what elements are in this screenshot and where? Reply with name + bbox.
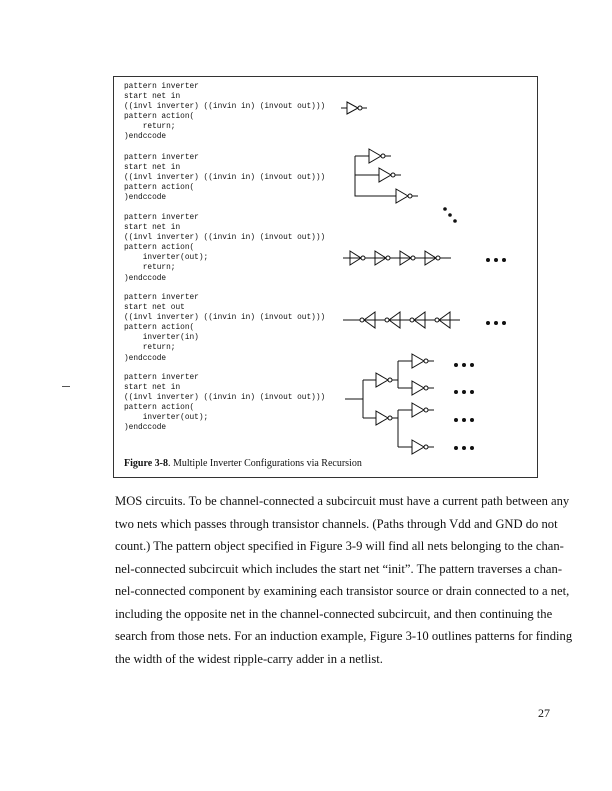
inverter-symbol <box>369 149 391 163</box>
ellipsis-dot <box>502 258 506 262</box>
inverter-symbol <box>396 189 418 203</box>
ellipsis-dot <box>453 219 457 223</box>
figure-caption-text: . Multiple Inverter Configurations via Recursion <box>167 458 362 469</box>
single-inverter-diagram <box>341 102 367 114</box>
code-block-1: pattern inverter start net in ((invl inverter) ((invin in) (invout out))) pattern action( return; )endccode <box>124 83 326 142</box>
code-block-4: pattern inverter start net out ((invl inverter) ((invin in) (invout out))) pattern action( inverter(in) return; )endccode <box>124 294 326 363</box>
body-line: count.) The pattern object specified in Figure 3-9 will find all nets belonging to the chan- <box>115 539 564 553</box>
body-line: including the opposite net in the channel-connected subcircuit, and then continuing the <box>115 606 553 621</box>
inverter-symbol <box>379 168 401 182</box>
ellipsis <box>454 418 474 422</box>
ellipsis-dot <box>486 258 490 262</box>
inverter-symbol <box>341 102 367 114</box>
code-block-2: pattern inverter start net in ((invl inverter) ((invin in) (invout out))) pattern action( )endccode <box>124 154 326 203</box>
inverter-symbol <box>376 411 398 425</box>
fanout-inverter-diagram <box>355 149 457 223</box>
inverter-symbol <box>412 354 434 368</box>
ellipsis-dot <box>494 258 498 262</box>
inverter-symbol <box>412 440 434 454</box>
figure-caption-label: Figure 3-8 <box>124 458 168 469</box>
body-line: nel-connected component by examining each transistor source or drain connected to a net, <box>115 584 570 598</box>
figure-3-8 <box>113 76 538 478</box>
body-line: nel-connected subcircuit which includes the start net “init”. The pattern traverses a chan- <box>115 561 563 576</box>
backward-chain-diagram <box>343 312 506 328</box>
ellipsis-dot <box>502 321 506 325</box>
forward-chain-diagram <box>343 251 506 265</box>
inverter-symbol <box>412 381 434 395</box>
ellipsis-dot <box>443 207 447 211</box>
body-line: MOS circuits. To be channel-connected a subcircuit must have a current path between any <box>115 494 570 508</box>
ellipsis <box>454 363 474 367</box>
margin-mark <box>62 386 70 387</box>
inverter-symbol <box>412 403 434 417</box>
ellipsis-dot <box>494 321 498 325</box>
ellipsis <box>454 446 474 450</box>
body-line: the width of the widest ripple-carry adder in a netlist. <box>115 651 383 666</box>
inverter-symbol <box>376 373 398 387</box>
body-paragraph <box>115 490 573 670</box>
ellipsis-dot <box>448 213 452 217</box>
figure-caption <box>124 458 362 469</box>
body-line: search from those nets. For an induction example, Figure 3-10 outlines patterns for finding <box>115 629 573 643</box>
code-block-5: pattern inverter start net in ((invl inverter) ((invin in) (invout out))) pattern action( inverter(out); )endccode <box>124 374 326 433</box>
ellipsis <box>454 390 474 394</box>
tree-inverter-diagram <box>345 354 474 454</box>
page-number: 27 <box>538 706 550 720</box>
body-line: two nets which passes through transistor channels. (Paths through Vdd and GND do not <box>115 516 558 531</box>
code-block-3: pattern inverter start net in ((invl inverter) ((invin in) (invout out))) pattern action( inverter(out); return; )endccode <box>124 214 326 283</box>
ellipsis-dot <box>486 321 490 325</box>
inverter-diagrams <box>114 77 539 479</box>
